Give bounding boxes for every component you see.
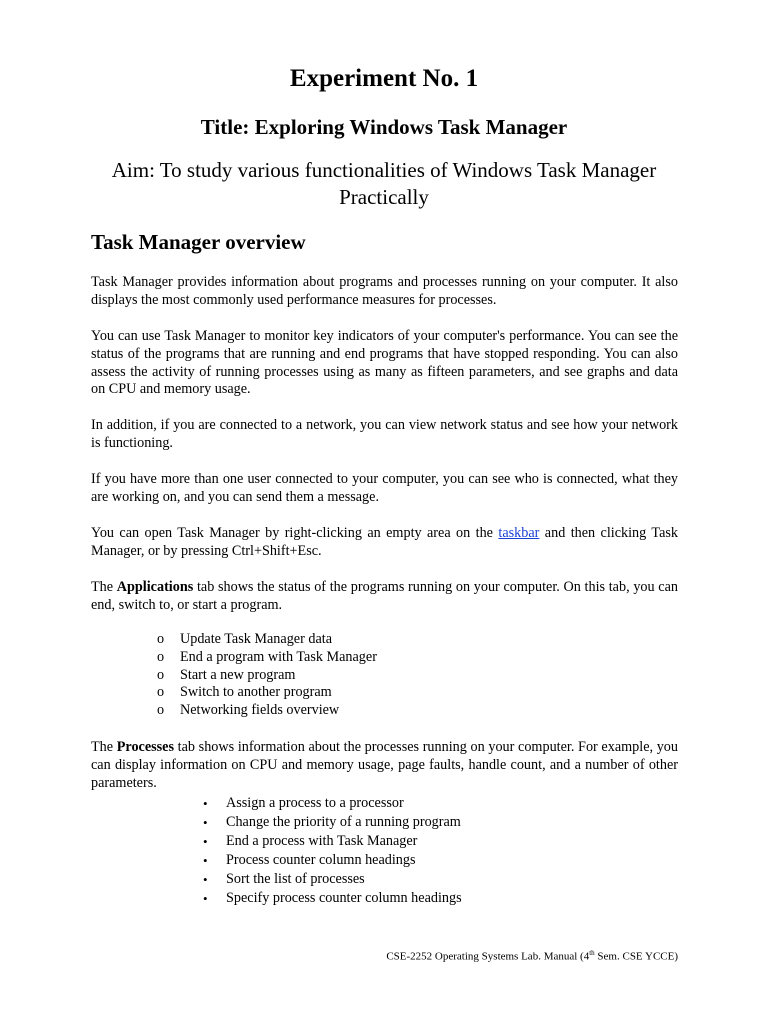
footer-superscript: th (589, 949, 595, 957)
paragraph-text: The (91, 579, 117, 595)
list-item-text: Assign a process to a processor (226, 795, 404, 811)
paragraph-users: If you have more than one user connected to your computer, you can see who is connected, what they are working on, and you can send them a message. (91, 471, 678, 505)
list-item-text: Networking fields overview (180, 702, 340, 719)
list-item (157, 631, 377, 649)
list-item (203, 794, 462, 813)
paragraph-applications-tab (91, 579, 678, 615)
list-item-text: End a program with Task Manager (180, 648, 377, 665)
list-item-text: End a process with Task Manager (226, 833, 418, 849)
list-item-text: Process counter column headings (226, 852, 416, 868)
list-item (157, 666, 377, 685)
circle-bullet-icon: o (157, 702, 165, 719)
disc-bullet-icon: • (203, 872, 208, 887)
processes-feature-list (203, 794, 462, 908)
disc-bullet-icon: • (203, 853, 208, 868)
aim-line-2: Practically (339, 185, 429, 209)
circle-bullet-icon: o (157, 684, 165, 701)
paragraph-network: In addition, if you are connected to a network, you can view network status and see how your network is functioning. (91, 417, 678, 451)
list-item (157, 648, 377, 667)
list-item (157, 702, 377, 720)
list-item-text: Switch to another program (180, 684, 332, 701)
paragraph-intro: Task Manager provides information about programs and processes running on your computer. It also displays the most commonly used performance measures for processes. (91, 274, 678, 308)
list-item (203, 813, 462, 832)
page-footer (364, 946, 678, 964)
paragraph-text: The (91, 739, 117, 755)
footer-text: CSE-2252 Operating Systems Lab. Manual (4 (386, 950, 590, 963)
paragraph-text: tab shows information about the processes running on your computer. For example, you can display information on CPU and memory usage, page faults, handle count, and a number of other parameters. (91, 739, 678, 791)
list-item (203, 851, 462, 870)
list-item (157, 684, 377, 702)
list-item-text: Change the priority of a running program (226, 814, 461, 830)
disc-bullet-icon: • (203, 891, 208, 906)
list-item-text: Sort the list of processes (226, 871, 365, 887)
aim-statement (88, 157, 680, 211)
aim-line-1: Aim: To study various functionalities of Windows Task Manager (111, 158, 657, 182)
disc-bullet-icon: • (203, 796, 208, 811)
list-item (203, 832, 462, 851)
paragraph-text: You can open Task Manager by right-clicking an empty area on the (91, 525, 499, 541)
document-title: Title: Exploring Windows Task Manager (200, 115, 568, 139)
disc-bullet-icon: • (203, 834, 208, 849)
list-item (203, 870, 462, 889)
list-item-text: Start a new program (180, 666, 296, 683)
circle-bullet-icon: o (157, 631, 165, 647)
disc-bullet-icon: • (203, 815, 208, 830)
paragraph-text: and then clicking Task Manager, or by pressing Ctrl+Shift+Esc. (91, 525, 678, 559)
paragraph-monitoring: You can use Task Manager to monitor key indicators of your computer's performance. You can see the status of the programs that are running and end programs that have stopped responding. You can also assess the activity of running processes using as many as fifteen parameters, and see graphs and data on CPU and memory usage. (91, 328, 678, 398)
footer-text: Sem. CSE YCCE) (594, 950, 678, 963)
paragraph-text: tab shows the status of the programs running on your computer. On this tab, you can end, switch to, or start a program. (91, 579, 678, 613)
taskbar-link[interactable]: taskbar (498, 525, 540, 541)
circle-bullet-icon: o (157, 666, 165, 683)
circle-bullet-icon: o (157, 648, 165, 665)
list-item-text: Specify process counter column headings (226, 890, 462, 906)
applications-feature-list (157, 631, 377, 720)
processes-bold-label: Processes (116, 739, 174, 755)
list-item-text: Update Task Manager data (180, 631, 332, 647)
paragraph-open-task-manager (91, 525, 678, 561)
list-item (203, 889, 462, 908)
section-heading-overview: Task Manager overview (91, 230, 306, 254)
paragraph-processes-tab (91, 739, 678, 792)
experiment-number-heading: Experiment No. 1 (289, 65, 479, 92)
applications-bold-label: Applications (116, 579, 194, 595)
